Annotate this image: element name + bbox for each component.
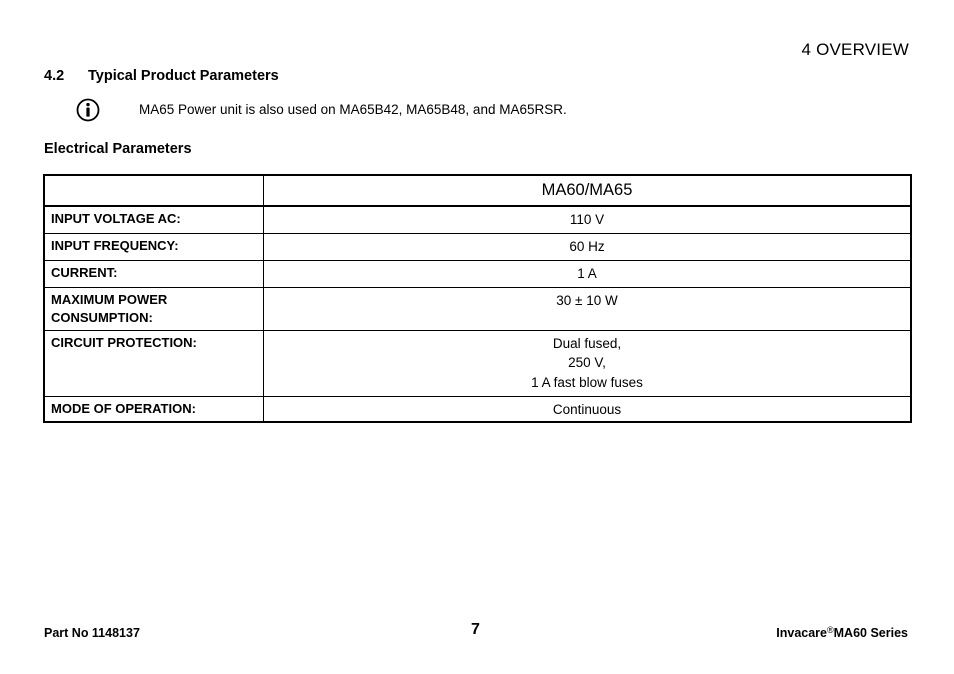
registered-mark: ® bbox=[827, 625, 834, 635]
chapter-title: 4 OVERVIEW bbox=[801, 40, 909, 59]
table-row bbox=[44, 396, 911, 422]
table-row bbox=[44, 233, 911, 260]
series-name: MA60 Series bbox=[833, 626, 908, 640]
header-model-cell: MA60/MA65 bbox=[264, 175, 912, 206]
row-value bbox=[264, 260, 912, 287]
row-value bbox=[264, 233, 912, 260]
table-row bbox=[44, 330, 911, 396]
row-label: INPUT VOLTAGE AC: bbox=[44, 206, 264, 233]
value-line: 60 Hz bbox=[569, 238, 605, 254]
info-icon bbox=[76, 98, 100, 122]
value-line: Continuous bbox=[552, 401, 622, 417]
row-label: INPUT FREQUENCY: bbox=[44, 233, 264, 260]
value-line: 30 ± 10 W bbox=[556, 292, 618, 308]
product-series bbox=[776, 625, 908, 640]
page-number: 7 bbox=[471, 621, 480, 638]
table-row bbox=[44, 206, 911, 233]
row-value bbox=[264, 396, 912, 422]
section-title: Typical Product Parameters bbox=[88, 68, 279, 84]
value-line: Dual fused, bbox=[552, 335, 622, 351]
value-line: 1 A fast blow fuses bbox=[531, 374, 643, 390]
brand-name: Invacare bbox=[776, 626, 827, 640]
table-row bbox=[44, 287, 911, 330]
section-heading bbox=[44, 68, 279, 84]
row-value bbox=[264, 206, 912, 233]
row-value bbox=[264, 330, 912, 396]
electrical-parameters-heading: Electrical Parameters bbox=[44, 141, 192, 157]
table-header-row bbox=[44, 175, 911, 206]
value-line: 1 A bbox=[577, 265, 597, 281]
header-label-cell bbox=[44, 175, 264, 206]
section-number: 4.2 bbox=[44, 68, 65, 84]
row-label: CIRCUIT PROTECTION: bbox=[44, 330, 264, 396]
row-label: CURRENT: bbox=[44, 260, 264, 287]
value-line: 250 V, bbox=[568, 355, 606, 370]
info-note: MA65 Power unit is also used on MA65B42, MA65B48, and MA65RSR. bbox=[139, 102, 567, 117]
row-value bbox=[264, 287, 912, 330]
part-number: Part No 1148137 bbox=[44, 626, 140, 640]
electrical-parameters-table bbox=[43, 174, 912, 423]
value-line: 110 V bbox=[569, 212, 605, 227]
row-label: MODE OF OPERATION: bbox=[44, 396, 264, 422]
row-label: MAXIMUM POWER CONSUMPTION: bbox=[44, 287, 264, 330]
table-row bbox=[44, 260, 911, 287]
